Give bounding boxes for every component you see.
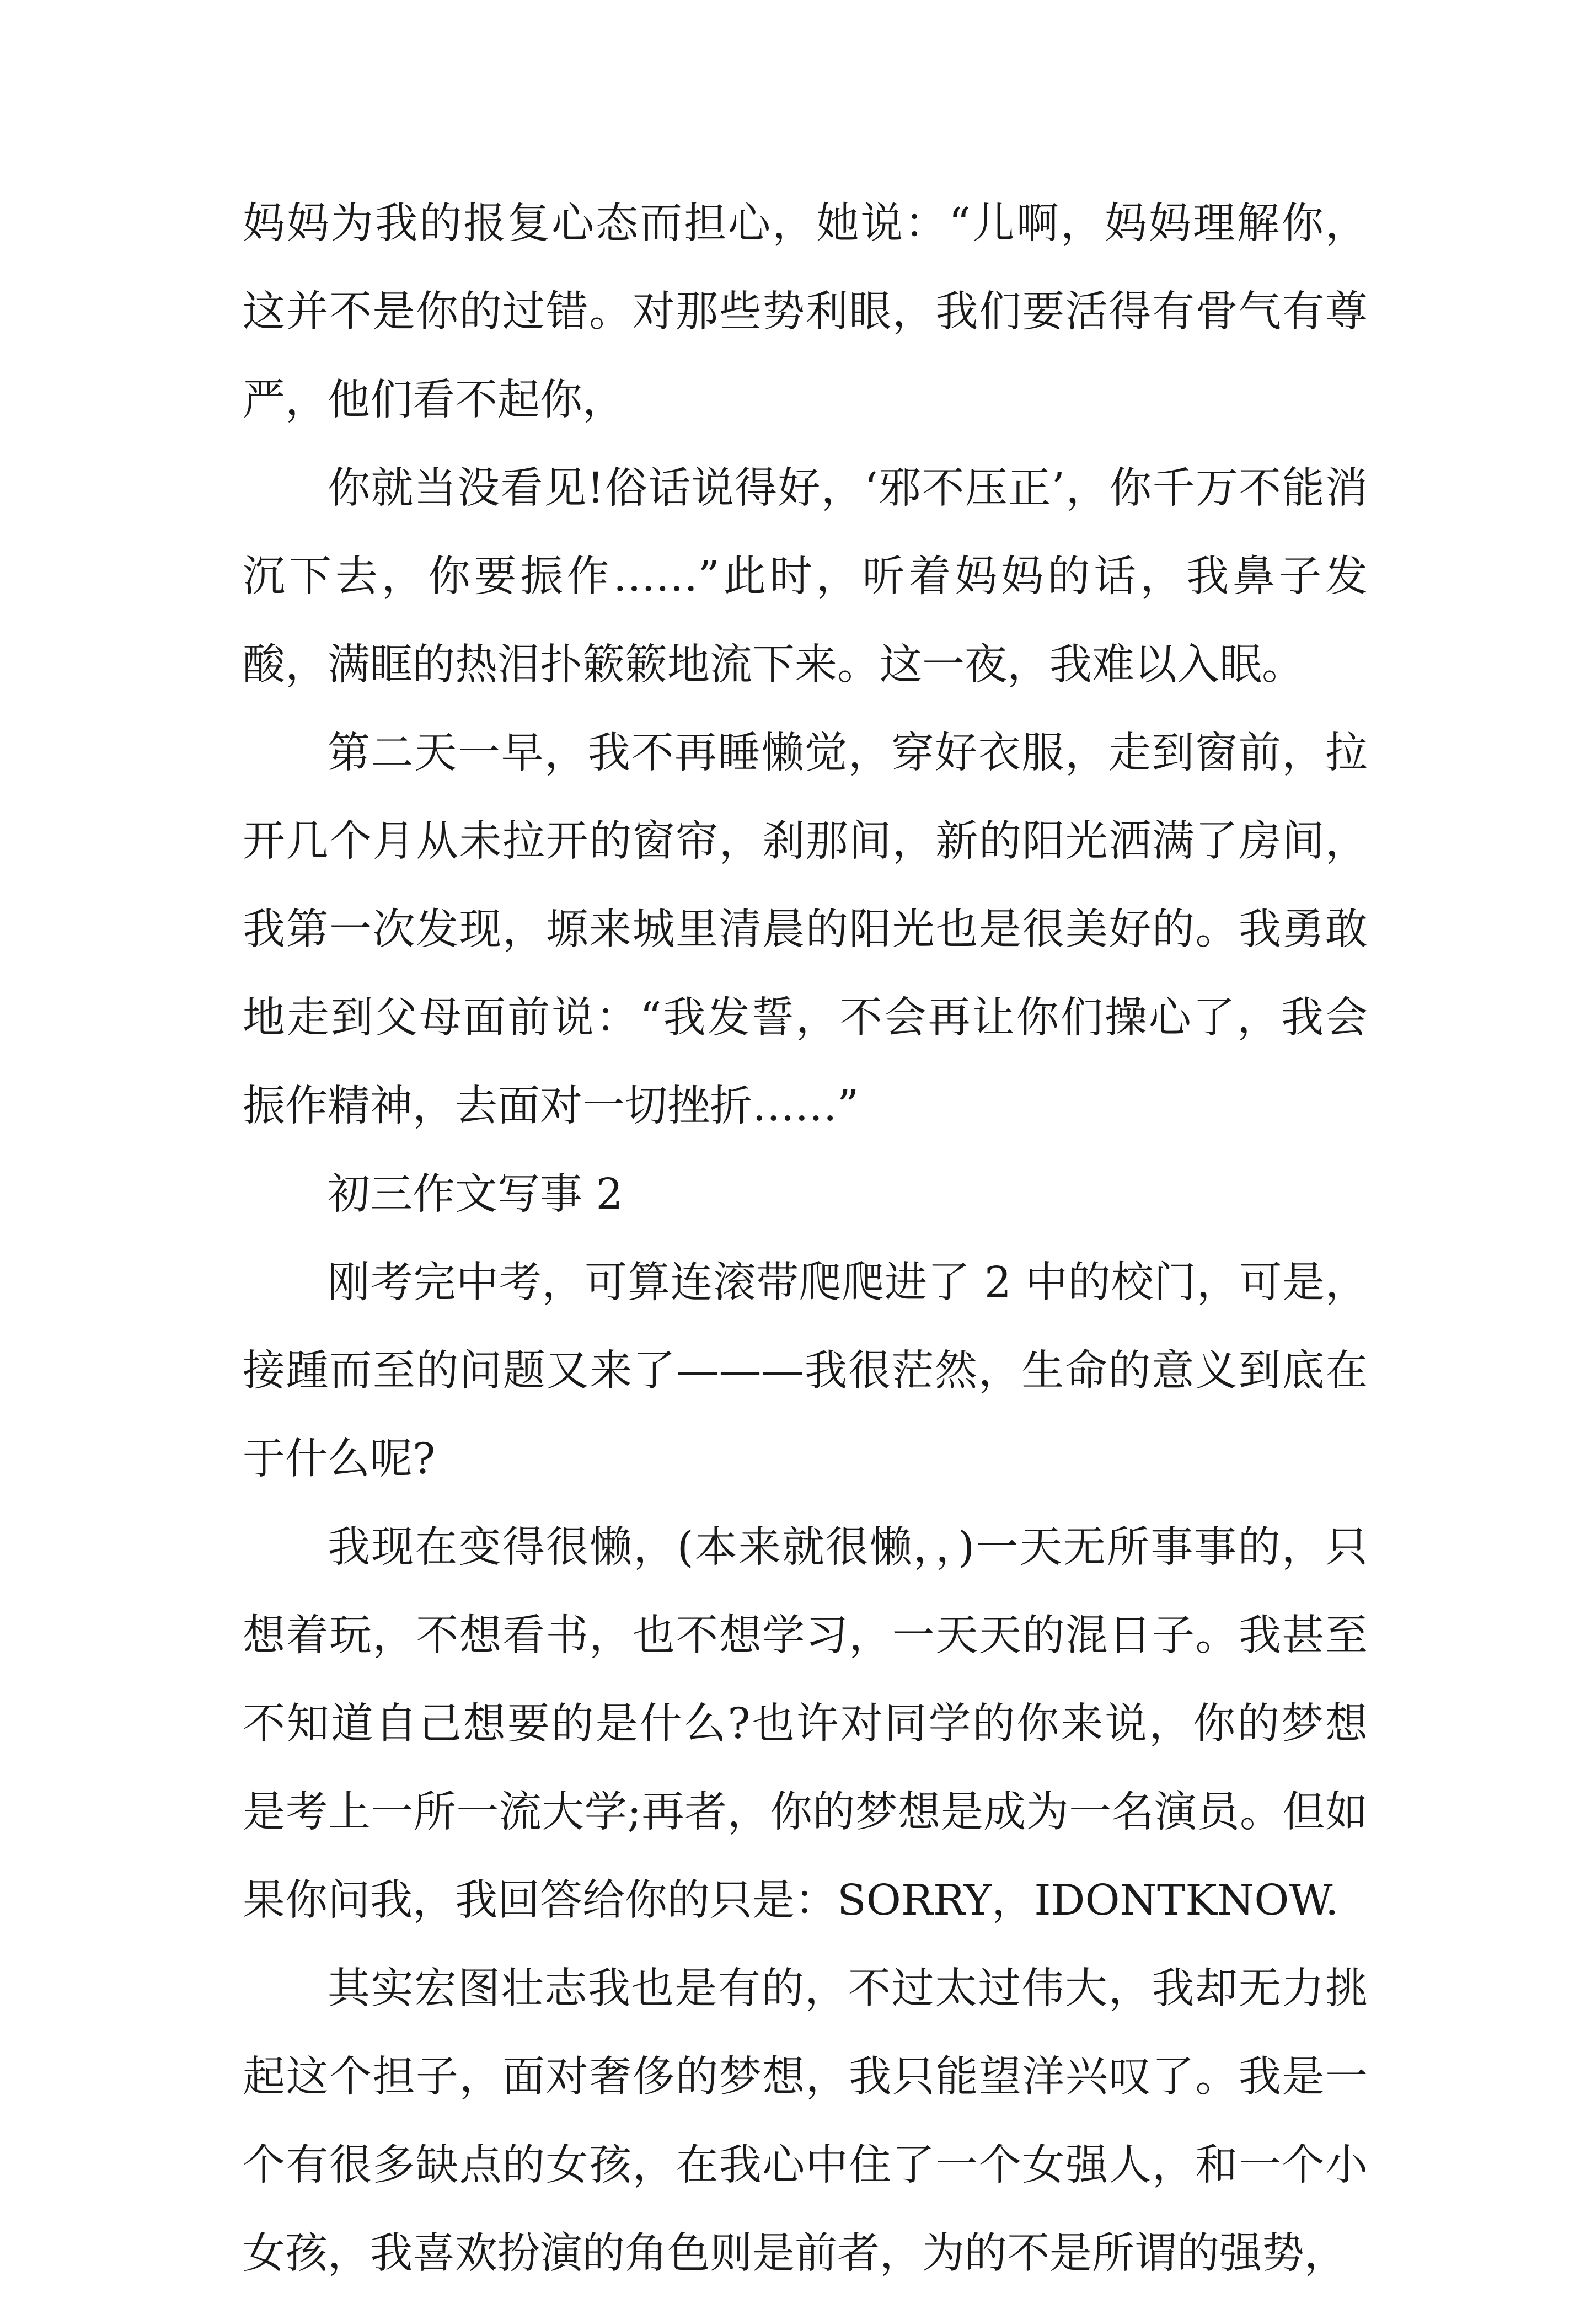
paragraph-4: 刚考完中考，可算连滚带爬爬进了 2 中的校门，可是，接踵而至的问题又来了———我很茫然，生命的意义到底在于什么呢? bbox=[243, 1258, 1368, 1484]
paragraph-2: 你就当没看见!俗话说得好，‘邪不压正’，你千万不能消沉下去，你要振作……”此时，听着妈妈的话，我鼻子发酸，满眶的热泪扑簌簌地流下来。这一夜，我难以入眠。 bbox=[243, 464, 1368, 690]
paragraph-6: 其实宏图壮志我也是有的，不过太过伟大，我却无力挑起这个担子，面对奢侈的梦想，我只能望洋兴叹了。我是一个有很多缺点的女孩，在我心中住了一个女强人，和一个小女孩，我喜欢扮演的角色则是前者，为的不是所谓的强势， bbox=[243, 1964, 1368, 2278]
paragraph-5: 我现在变得很懒，(本来就很懒，，)一天无所事事的，只想着玩，不想看书，也不想学习，一天天的混日子。我甚至不知道自己想要的是什么?也许对同学的你来说，你的梦想是考上一所一流大学;再者，你的梦想是成为一名演员。但如果你问我，我回答给你的只是：SORRY，IDONTKNOW. bbox=[243, 1523, 1368, 1925]
section-heading: 初三作文写事 2 bbox=[328, 1170, 623, 1219]
paragraph-3: 第二天一早，我不再睡懒觉，穿好衣服，走到窗前，拉开几个月从未拉开的窗帘，刹那间，新的阳光洒满了房间，我第一次发现，塬来城里清晨的阳光也是很美好的。我勇敢地走到父母面前说：“我发誓，不会再让你们操心了，我会振作精神，去面对一切挫折……” bbox=[243, 729, 1368, 1131]
document-body bbox=[243, 180, 1368, 2298]
paragraph-1: 妈妈为我的报复心态而担心，她说：“儿啊，妈妈理解你，这并不是你的过错。对那些势利眼，我们要活得有骨气有尊严，他们看不起你， bbox=[243, 199, 1368, 425]
